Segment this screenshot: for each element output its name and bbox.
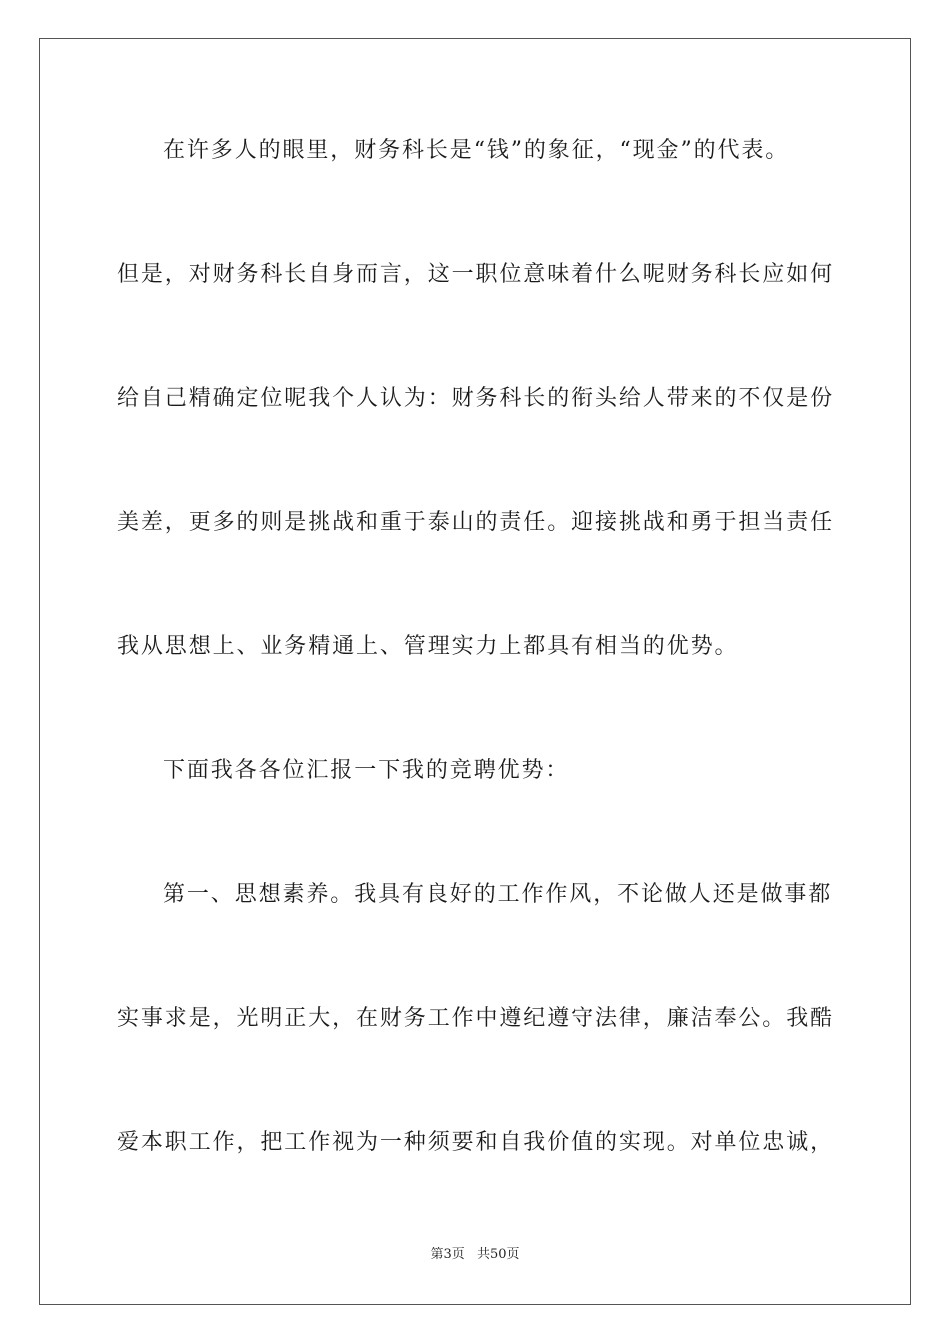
page-number: 第3页 (430, 1247, 465, 1262)
paragraph-line: 实事求是，光明正大，在财务工作中遵纪遵守法律，廉洁奉公。我酷 (117, 1006, 835, 1031)
page-footer (0, 1246, 950, 1264)
paragraph-line: 但是，对财务科长自身而言，这一职位意味着什么呢财务科长应如何 (117, 262, 835, 287)
paragraph-line: 第一、思想素养。我具有良好的工作作风，不论做人还是做事都 (163, 882, 833, 907)
paragraph-line: 美差，更多的则是挑战和重于泰山的责任。迎接挑战和勇于担当责任 (117, 510, 835, 535)
page-border (39, 38, 911, 1305)
paragraph-line: 给自己精确定位呢我个人认为：财务科长的衔头给人带来的不仅是份 (117, 386, 835, 411)
paragraph-line: 下面我各各位汇报一下我的竞聘优势： (163, 758, 570, 783)
paragraph-line: 我从思想上、业务精通上、管理实力上都具有相当的优势。 (117, 634, 739, 659)
paragraph-line: 爱本职工作，把工作视为一种须要和自我价值的实现。对单位忠诚， (117, 1130, 835, 1155)
page-total: 共50页 (476, 1247, 520, 1262)
paragraph-line: 在许多人的眼里，财务科长是“钱”的象征，“现金”的代表。 (163, 138, 790, 163)
